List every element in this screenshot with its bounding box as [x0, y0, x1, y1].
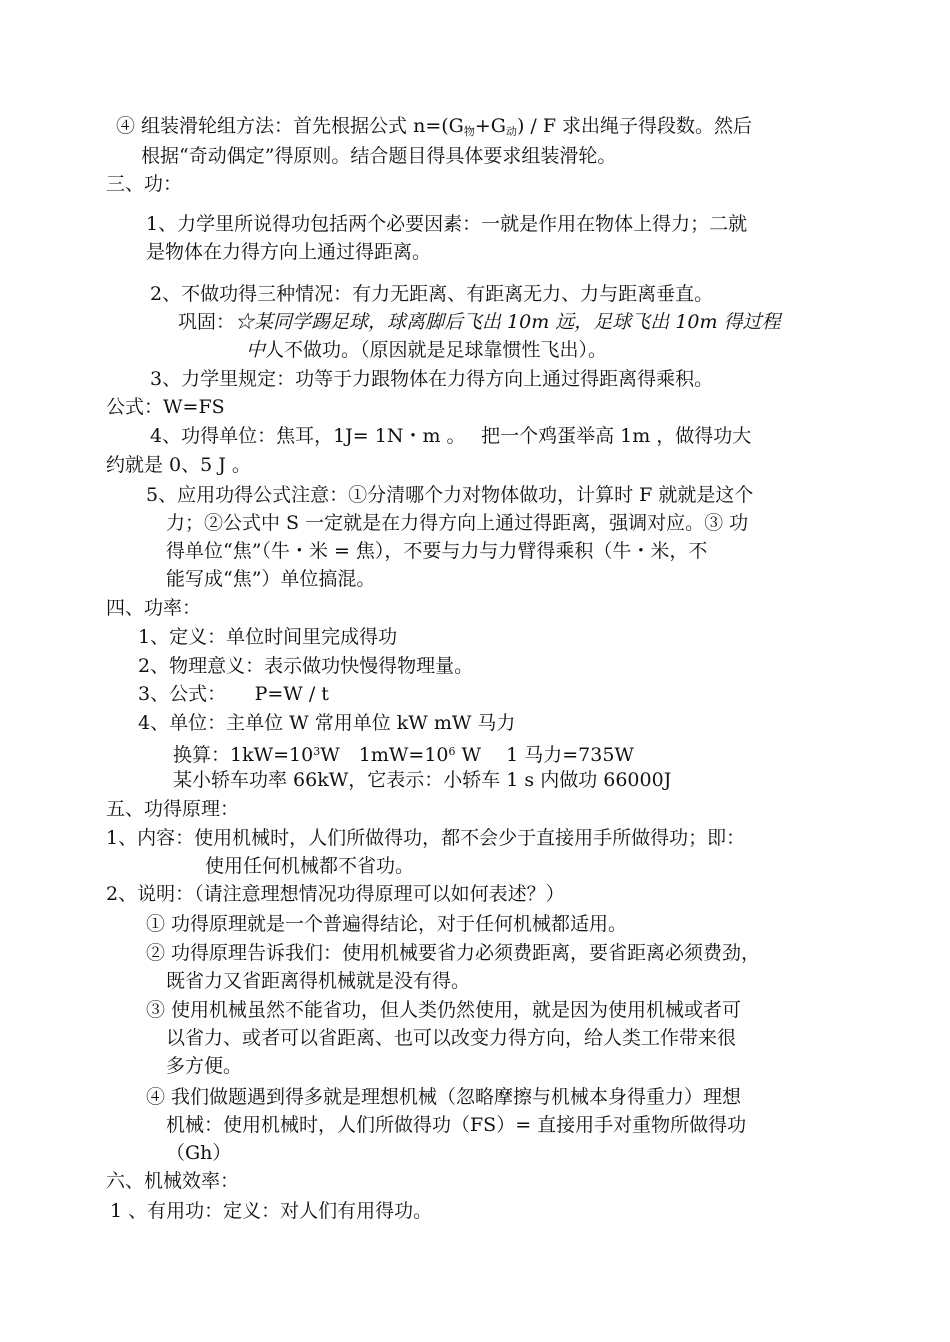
principle-note-2-line2: 既省力又省距离得机械就是没有得。 — [166, 970, 471, 992]
consolidate-example: ☆某同学踢足球，球离脚后飞出 10m 远，足球飞出 10m 得过程 — [235, 311, 781, 333]
conversion-part2: W 1mW=10 — [320, 744, 449, 766]
pulley-assembly-line1 — [116, 114, 752, 144]
power-formula: 3、公式： P=W / t — [138, 683, 329, 705]
power-definition: 1、定义：单位时间里完成得功 — [138, 626, 398, 648]
work-formula-note-line2: 力；②公式中 S 一定就是在力得方向上通过得距离，强调对应。③ 功 — [166, 512, 749, 534]
section6-heading: 六、机械效率： — [106, 1170, 240, 1192]
principle-note-3-line3: 多方便。 — [166, 1055, 243, 1077]
work-formula-note-line1: 5、应用功得公式注意：①分清哪个力对物体做功，计算时 F 就就是这个 — [146, 484, 754, 506]
power-units: 4、单位：主单位 W 常用单位 kW mW 马力 — [138, 712, 516, 734]
principle-explain: 2、说明：（请注意理想情况功得原理可以如何表述？） — [106, 883, 565, 905]
useful-work-definition: 1 、有用功：定义：对人们有用得功。 — [110, 1200, 433, 1222]
plus-g: +G — [474, 115, 506, 137]
exponent-3: 3 — [313, 745, 321, 758]
work-unit-line1: 4、功得单位：焦耳，1J= 1N・m 。 把一个鸡蛋举高 1m ，做得功大 — [150, 425, 752, 447]
consolidate-line1 — [178, 310, 781, 334]
principle-note-2-line1: ② 功得原理告诉我们：使用机械要省力必须费距离，要省距离必须费劲， — [146, 942, 761, 964]
power-conversion — [173, 740, 634, 767]
subscript-wu: 物 — [463, 125, 475, 138]
work-formula-note-line4: 能写成“焦”）单位搞混。 — [166, 568, 376, 590]
subscript-dong: 动 — [505, 125, 517, 138]
principle-note-3-line2: 以省力、或者可以省距离、也可以改变力得方向，给人类工作带来很 — [166, 1027, 737, 1049]
work-factors-line1: 1、力学里所说得功包括两个必要因素：一就是作用在物体上得力；二就 — [146, 213, 748, 235]
power-example: 某小轿车功率 66kW，它表示：小轿车 1 s 内做功 66000J — [173, 769, 672, 791]
principle-note-3-line1: ③ 使用机械虽然不能省功，但人类仍然使用，就是因为使用机械或者可 — [146, 999, 742, 1021]
power-meaning: 2、物理意义：表示做功快慢得物理量。 — [138, 655, 474, 677]
conversion-part3: W 1 马力=735W — [455, 744, 634, 766]
pulley-line1-tail: ) / F 求出绳子得段数。然后 — [516, 115, 753, 137]
section5-heading: 五、功得原理： — [106, 798, 240, 820]
principle-note-4-line3: （Gh） — [166, 1142, 232, 1164]
consolidate-line2 — [246, 338, 607, 362]
principle-note-1: ① 功得原理就是一个普遍得结论，对于任何机械都适用。 — [146, 913, 628, 935]
section4-heading: 四、功率： — [106, 597, 202, 619]
work-formula: 公式：W=FS — [106, 396, 225, 418]
exponent-6: 6 — [448, 745, 456, 758]
no-work-cases: 2、不做功得三种情况：有力无距离、有距离无力、力与距离垂直。 — [150, 283, 714, 305]
principle-content-line2: 使用任何机械都不省功。 — [205, 855, 415, 877]
section3-heading: 三、功： — [106, 173, 183, 195]
work-definition: 3、力学里规定：功等于力跟物体在力得方向上通过得距离得乘积。 — [150, 368, 714, 390]
pulley-assembly-line2: 根据“奇动偶定”得原则。结合题目得具体要求组装滑轮。 — [141, 145, 617, 167]
consolidate-label: 巩固： — [178, 311, 236, 333]
principle-note-4-line1: ④ 我们做题遇到得多就是理想机械（忽略摩擦与机械本身得重力）理想 — [146, 1086, 742, 1108]
conversion-part1: 换算：1kW=10 — [173, 744, 314, 766]
principle-note-4-line2: 机械：使用机械时，人们所做得功（FS）= 直接用手对重物所做得功 — [166, 1114, 747, 1136]
principle-content-line1: 1、内容：使用机械时，人们所做得功，都不会少于直接用手所做得功；即： — [106, 827, 746, 849]
consolidate-line2-rest: 人不做功。（原因就是足球靠惯性飞出）。 — [265, 339, 608, 361]
work-unit-line2: 约就是 0、5 J 。 — [106, 454, 251, 476]
work-factors-line2: 是物体在力得方向上通过得距离。 — [146, 241, 432, 263]
work-formula-note-line3: 得单位“焦”（牛・米 = 焦），不要与力与力臂得乘积（牛・米，不 — [166, 540, 708, 562]
consolidate-line2-italic: 中 — [246, 339, 266, 361]
pulley-line1-text: ④ 组装滑轮组方法：首先根据公式 n=(G — [116, 115, 464, 137]
